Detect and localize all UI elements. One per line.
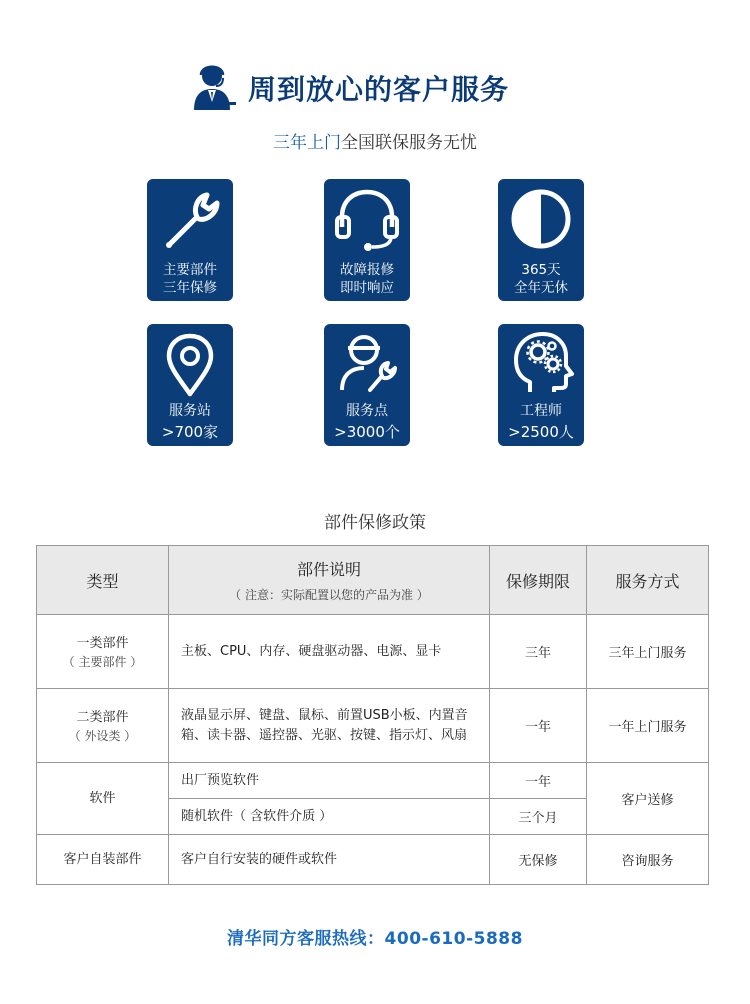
table-row <box>37 835 709 885</box>
headset-icon <box>324 179 410 259</box>
page-title: 周到放心的客户服务 <box>248 73 510 106</box>
table-header-row <box>37 546 709 615</box>
service-hotline: 清华同方客服热线：400-610-5888 <box>227 929 523 949</box>
tile-service-stations <box>147 324 233 446</box>
subtitle-highlight: 三年上门 <box>273 133 341 153</box>
row-period: 无保修 <box>490 835 587 885</box>
tile-label-2: >700家 <box>161 423 219 441</box>
tile-label-2: 即时响应 <box>340 280 394 296</box>
header-desc <box>169 546 490 615</box>
page-header <box>0 62 750 112</box>
wrench-icon <box>147 179 233 259</box>
header-period: 保修期限 <box>490 546 587 615</box>
tile-label-1: 365天 <box>521 262 561 278</box>
tile-365-days <box>498 179 584 301</box>
technician-icon <box>324 324 410 402</box>
tile-label-2: 全年无休 <box>514 280 568 296</box>
table-row <box>37 763 709 799</box>
row-desc: 液晶显示屏、键盘、鼠标、前置USB小板、内置音箱、读卡器、遥控器、光驱、按键、指示灯、风扇 <box>169 689 490 763</box>
tile-engineers <box>498 324 584 446</box>
tile-label-2: >2500人 <box>508 423 574 441</box>
tile-label-2: >3000个 <box>334 423 400 441</box>
customer-service-agent-icon <box>190 62 238 112</box>
header-method: 服务方式 <box>587 546 709 615</box>
table-row <box>37 689 709 763</box>
row-method: 三年上门服务 <box>587 615 709 689</box>
tile-parts-warranty <box>147 179 233 301</box>
row-desc: 客户自行安装的硬件或软件 <box>169 835 490 885</box>
tile-service-points <box>324 324 410 446</box>
tile-label-1: 工程师 <box>520 403 562 419</box>
row-type <box>37 689 169 763</box>
row-period: 三年 <box>490 615 587 689</box>
tile-label-1: 主要部件 <box>163 262 217 278</box>
half-circle-icon <box>498 179 584 259</box>
subtitle-text: 全国联保服务无忧 <box>341 133 477 153</box>
row-type-label: 一类部件 <box>76 635 129 651</box>
tile-label-1: 服务站 <box>169 403 211 419</box>
row-type <box>37 615 169 689</box>
row-method: 咨询服务 <box>587 835 709 885</box>
tile-repair-response <box>324 179 410 301</box>
tile-label-1: 故障报修 <box>340 262 394 278</box>
row-desc: 主板、CPU、内存、硬盘驱动器、电源、显卡 <box>169 615 490 689</box>
row-type-label: 二类部件 <box>76 709 129 725</box>
row-type: 客户自装部件 <box>37 835 169 885</box>
row-period: 一年 <box>490 763 587 799</box>
table-row <box>37 615 709 689</box>
row-method: 一年上门服务 <box>587 689 709 763</box>
subtitle <box>0 128 750 153</box>
header-type: 类型 <box>37 546 169 615</box>
header-desc-note: （ 注意：实际配置以您的产品为准 ） <box>229 588 429 602</box>
row-period: 三个月 <box>490 799 587 835</box>
row-desc: 出厂预览软件 <box>169 763 490 799</box>
tile-label-1: 服务点 <box>346 403 388 419</box>
policy-title: 部件保修政策 <box>324 513 426 533</box>
row-method: 客户送修 <box>587 763 709 835</box>
header-desc-label: 部件说明 <box>296 560 361 579</box>
warranty-policy-table <box>36 545 709 885</box>
row-desc: 随机软件（ 含软件介质 ） <box>169 799 490 835</box>
tile-label-2: 三年保修 <box>163 280 217 296</box>
row-type-sub: （ 主要部件 ） <box>62 654 143 669</box>
location-pin-icon <box>147 324 233 402</box>
row-type: 软件 <box>37 763 169 835</box>
engineer-head-gears-icon <box>498 324 584 402</box>
row-period: 一年 <box>490 689 587 763</box>
row-type-sub: （ 外设类 ） <box>68 728 137 743</box>
